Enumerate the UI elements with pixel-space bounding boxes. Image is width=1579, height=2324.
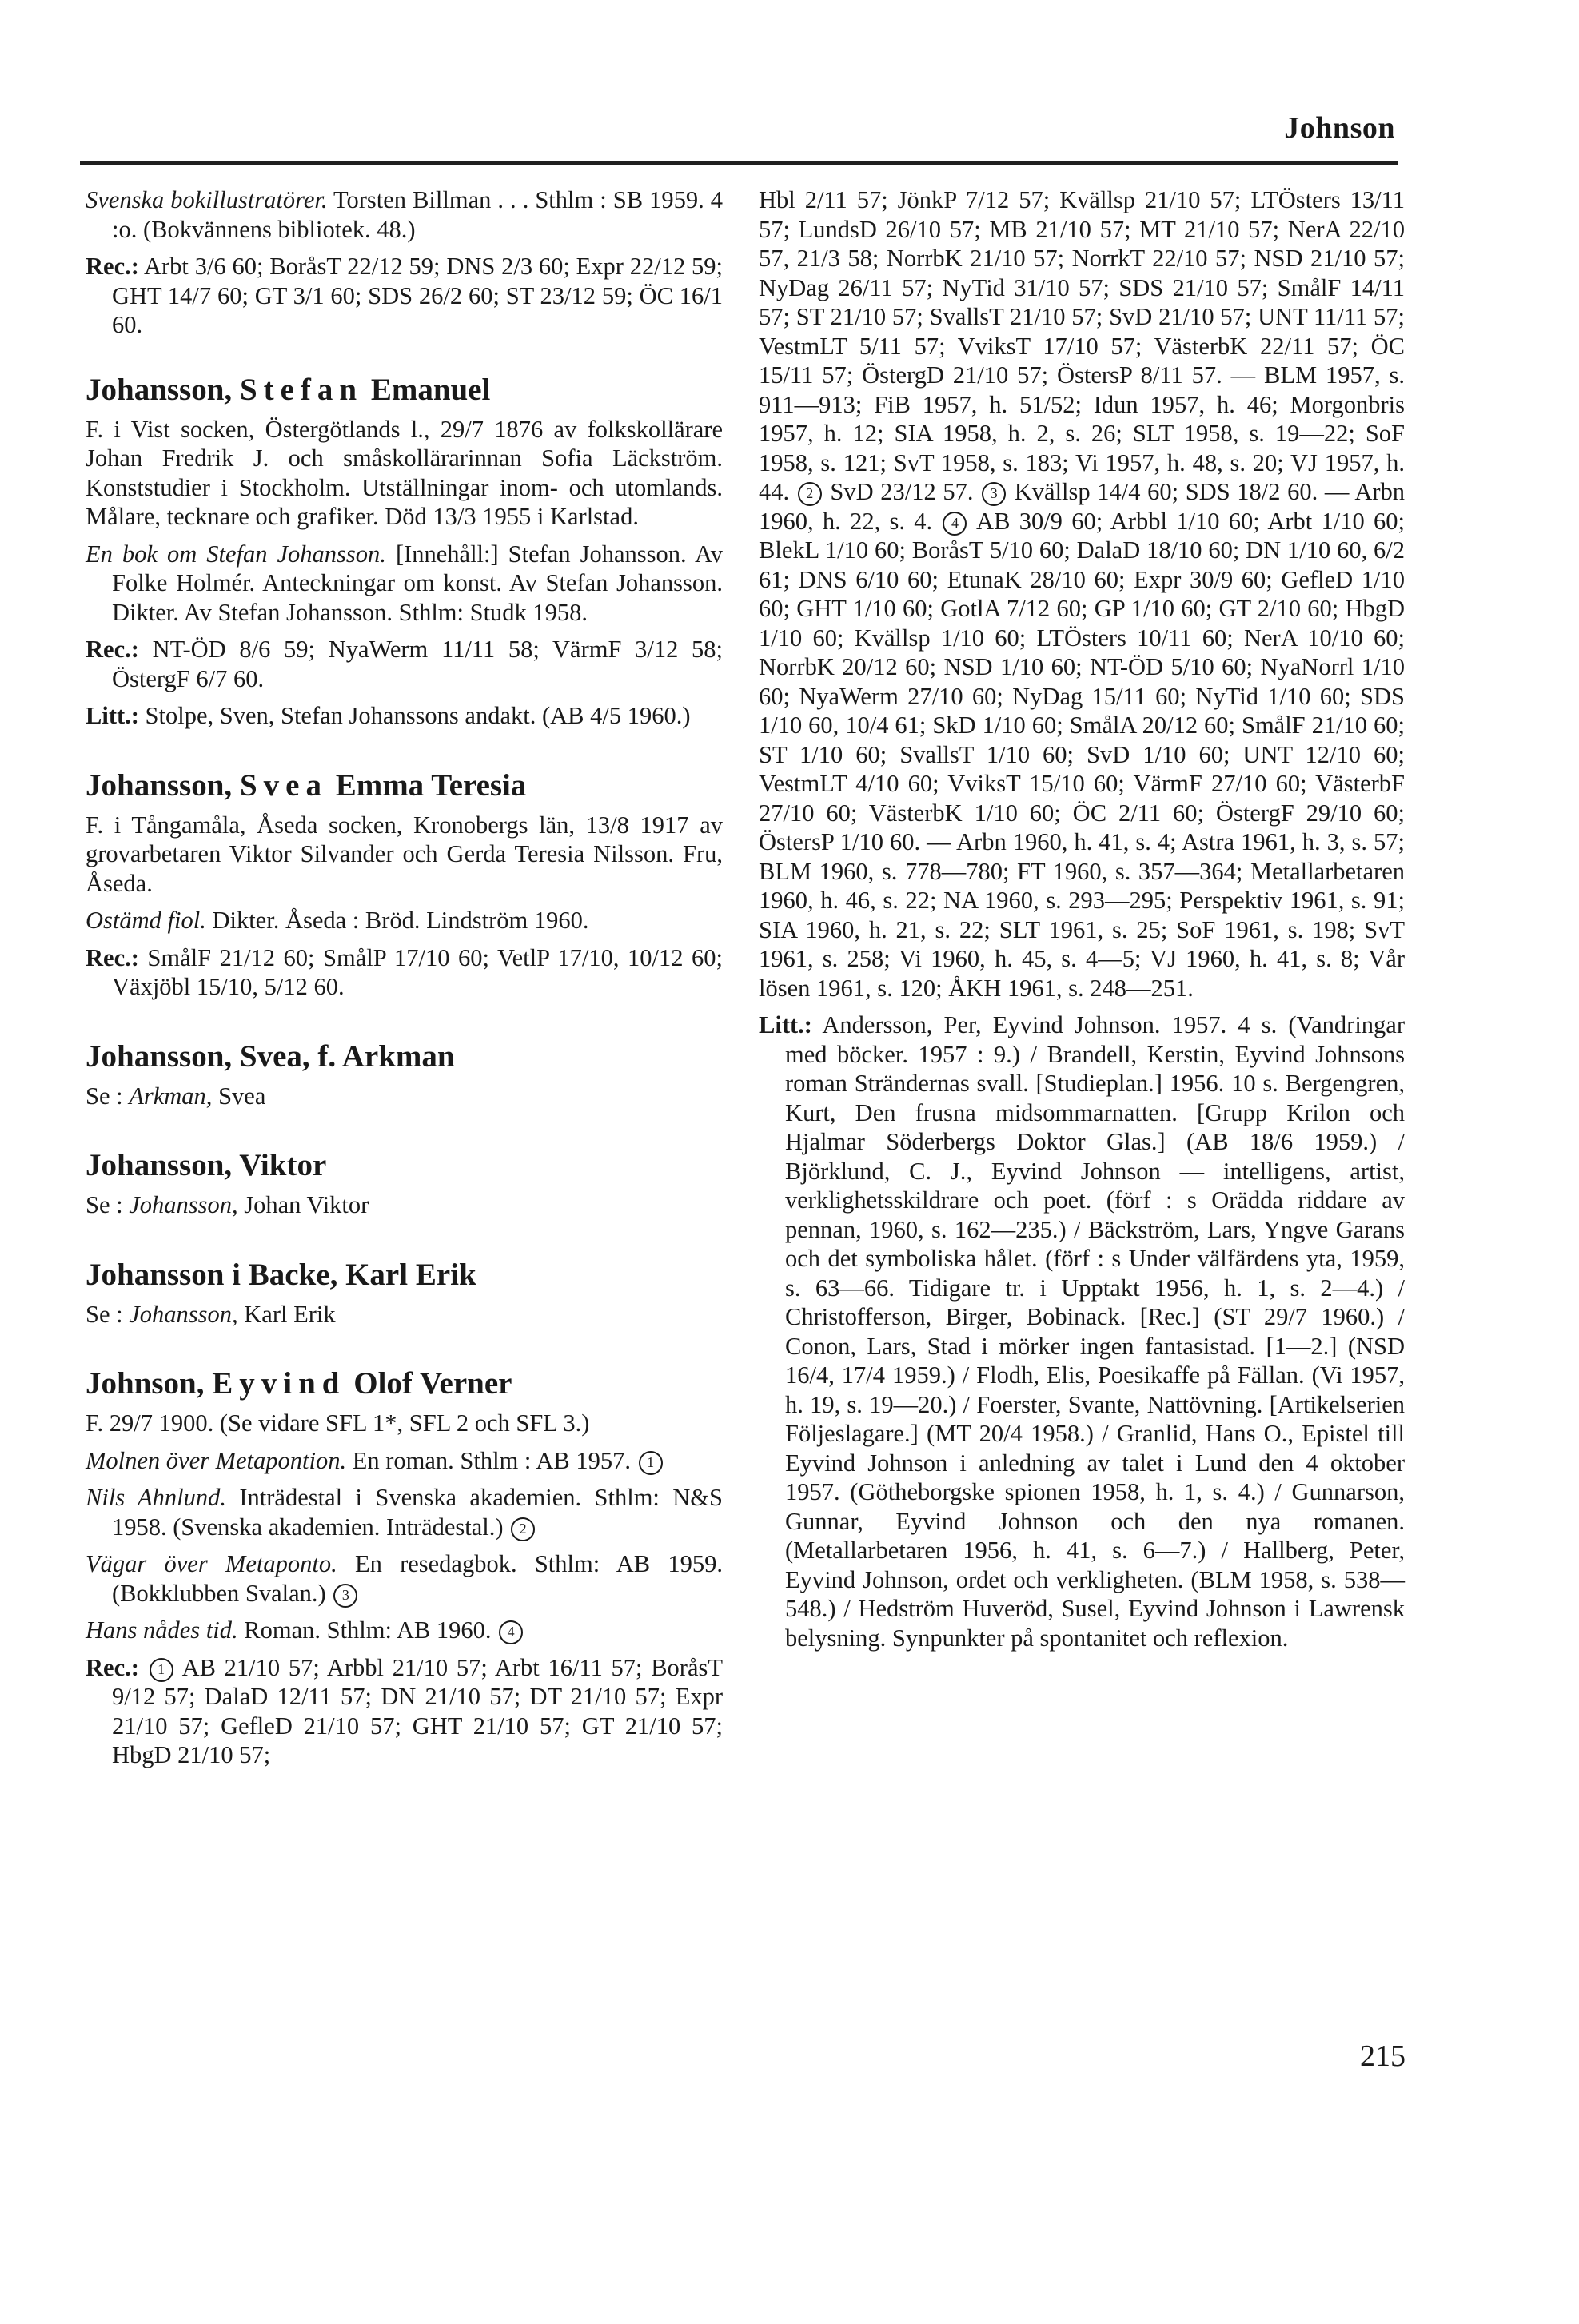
reviews-eyvind-continued <box>759 185 1405 1003</box>
work-title: Hans nådes tid. <box>86 1616 238 1644</box>
circled-number-marker: 4 <box>499 1620 523 1644</box>
litt-label: Litt.: <box>759 1011 812 1038</box>
circled-number-marker: 2 <box>511 1517 535 1541</box>
entry-bokillustratorer <box>86 185 723 244</box>
heading-spaced-name: Eyvind <box>212 1366 346 1401</box>
reviews-text: Hbl 2/11 57; JönkP 7/12 57; Kvällsp 21/10 57; LTÖsters 13/11 57; LundsD 26/10 57; MB 21/10 57; MT 21/10 57; NerA 22/10 57, 21/3 58; NorrbK 21/10 57; NorrkT 22/10 57; NSD 21/10 57; NyDag 26/11 57; NyTid 31/10 57; SDS 21/10 57; SmålF 14/11 57; ST 21/10 57; SvallsT 21/10 57; SvD 21/10 57; UNT 11/11 57; VestmLT 5/11 57; VviksT 17/10 57; VästerbK 22/11 57; ÖC 15/11 57; ÖstergD 21/10 57; ÖstersP 8/11 57. — BLM 1957, s. 911—913; FiB 1957, h. 51/52; Idun 1957, h. 46; Morgonbris 1957, h. 12; SIA 1958, h. 2, s. 26; SLT 1958, s. 19—22; SoF 1958, s. 121; SvT 1958, s. 183; Vi 1957, h. 48, s. 20; VJ 1957, h. 44. <box>759 186 1405 505</box>
see-label: Se : <box>86 1082 130 1110</box>
reviews-text: SmålF 21/12 60; SmålP 17/10 60; VetlP 17/10, 10/12 60; Växjöbl 15/10, 5/12 60. <box>112 943 723 1000</box>
literature-text: Andersson, Per, Eyvind Johnson. 1957. 4 s. (Vandringar med böcker. 1957 : 9.) / Brandell, Kerstin, Eyvind Johnsons roman Strändernas svall. [Studieplan.] 1956. 10 s. Bergengren, Kurt, Den frusna midsommarnatten. [Grupp Krilon och Hjalmar Söderbergs Doktor Glas.] (AB 18/6 1959.) / Björklund, C. J., Eyvind Johnson — intelligens, artist, verklighetsskildrare och poet. (förf : s Orädda riddare av pennan, 1960, s. 162—235.) / Bäckström, Lars, Yngve Garans och det symboliska hålet. (förf : s Under välfärdens yta, 1959, s. 63—66. Tidigare tr. i Upptakt 1956, h. 1, s. 2—4.) / Christofferson, Birger, Bobinack. [Rec.] (ST 29/7 1960.) / Conon, Lars, Stad i mörker ingen fantasistad. [1—2.] (NSD 16/4, 17/4 1959.) / Flodh, Elis, Poesikaffe på Fällan. (Vi 1957, h. 19, s. 19—20.) / Foerster, Svante, Nattövning. [Artikelserien Följeslagare.] (MT 20/4 1958.) / Granlid, Hans O., Epistel till Eyvind Johnson i anledning av talet i Lund den 4 oktober 1957. (Götheborgske spionen 1958, h. 1, s. 4.) / Gunnarson, Gunnar, Eyvind Johnson och den nya romanen. (Metallarbetaren 1956, h. 41, s. 6—7.) / Hallberg, Peter, Eyvind Johnson, ordet och verkligheten. (BLM 1958, s. 538—548.) / Hedström Huveröd, Susel, Eyvind Johnson i Lawrensk belysning. Synpunkter på spontanitet och reflexion. <box>785 1011 1405 1652</box>
bio-stefan: F. i Vist socken, Östergötlands l., 29/7 1876 av folkskollärare Johan Fredrik J. och småskollärarinnan Sofia Läckström. Konststudier i Stockholm. Utställningar inom- och utomlands. Målare, tecknare och grafiker. Död 13/3 1955 i Karlstad. <box>86 415 723 530</box>
circled-number-marker: 2 <box>798 482 822 506</box>
reviews-text: NT-ÖD 8/6 59; NyaWerm 11/11 58; VärmF 3/12 58; ÖstergF 6/7 60. <box>112 636 723 692</box>
rec-label: Rec.: <box>86 636 139 663</box>
circled-number-marker: 1 <box>639 1451 663 1475</box>
heading-johansson-svea-arkman: Johansson, Svea, f. Arkman <box>86 1038 455 1074</box>
heading-spaced-name: Svea <box>239 767 328 803</box>
literature-text: Stolpe, Sven, Stefan Johanssons andakt. (AB 4/5 1960.) <box>138 702 691 729</box>
work-details: En roman. Sthlm : AB 1957. <box>346 1446 631 1474</box>
see-reference-backe <box>86 1300 723 1329</box>
bio-svea: F. i Tångamåla, Åseda socken, Kronobergs län, 13/8 1917 av grovarbetaren Viktor Silvander och Gerda Teresia Nilsson. Fru, Åseda. <box>86 811 723 897</box>
work-details: Roman. Sthlm: AB 1960. <box>237 1616 492 1644</box>
work-eyvind-1 <box>86 1446 723 1476</box>
heading-part: Emma Teresia <box>327 767 527 803</box>
circled-number-marker: 4 <box>943 512 967 536</box>
left-column <box>86 185 723 1778</box>
see-target-rest: Svea <box>212 1082 266 1110</box>
see-reference-arkman <box>86 1082 723 1111</box>
see-label: Se : <box>86 1300 130 1328</box>
work-details: En resedagbok. Sthlm: AB 1959. (Bokklubben Svalan.) <box>112 1550 723 1607</box>
header-rule <box>80 161 1398 165</box>
reviews-text: Kvällsp 14/4 60; SDS 18/2 60. — Arbn 1960, h. 22, s. 4. <box>759 478 1406 535</box>
heading-part: Johansson, <box>86 767 240 803</box>
work-eyvind-2 <box>86 1483 723 1541</box>
heading-part: Johnson, <box>86 1366 213 1401</box>
work-details: Torsten Billman . . . Sthlm : SB 1959. 4 :o. (Bokvännens bibliotek. 48.) <box>112 186 723 243</box>
circled-number-marker: 3 <box>982 482 1006 506</box>
work-stefan <box>86 540 723 628</box>
circled-number-marker: 3 <box>333 1584 357 1608</box>
literature-eyvind <box>759 1011 1405 1652</box>
see-target-rest: Karl Erik <box>237 1300 336 1328</box>
right-column <box>759 185 1405 1660</box>
rec-label: Rec.: <box>86 943 139 971</box>
see-target-rest: Johan Viktor <box>237 1191 369 1218</box>
rec-label: Rec.: <box>86 253 139 280</box>
circled-number-marker: 1 <box>150 1658 173 1682</box>
work-eyvind-3 <box>86 1549 723 1608</box>
heading-part: Olof Verner <box>345 1366 512 1401</box>
litt-label: Litt.: <box>86 702 139 729</box>
work-details: [Innehåll:] Stefan Johansson. Av Folke Holmér. Anteckningar om konst. Av Stefan Johansson. Dikter. Av Stefan Johansson. Sthlm: Studk 1958. <box>112 540 723 626</box>
bio-eyvind: F. 29/7 1900. (Se vidare SFL 1*, SFL 2 och SFL 3.) <box>86 1409 590 1437</box>
heading-johansson-svea <box>86 767 723 804</box>
work-title: Molnen över Metapontion. <box>86 1446 347 1474</box>
heading-johnson-eyvind <box>86 1365 723 1402</box>
work-title: Svenska bokillustratörer. <box>86 186 328 213</box>
heading-part: Emanuel <box>363 372 491 407</box>
see-target: Arkman, <box>129 1082 213 1110</box>
reviews-text: AB 30/9 60; Arbbl 1/10 60; Arbt 1/10 60; BlekL 1/10 60; BoråsT 5/10 60; DalaD 18/10 60; DN 1/10 60, 6/2 61; DNS 6/10 60; EtunaK 28/10 60; Expr 30/9 60; GefleD 1/10 60; GHT 1/10 60; GotlA 7/12 60; GP 1/10 60; GT 2/10 60; HbgD 1/10 60; Kvällsp 1/10 60; LTÖsters 10/11 60; NerA 10/10 60; NorrbK 20/12 60; NSD 1/10 60; NT-ÖD 5/10 60; NyaNorrl 1/10 60; NyaWerm 27/10 60; NyDag 15/11 60; NyTid 1/10 60; SDS 1/10 60, 10/4 61; SkD 1/10 60; SmålA 20/12 60; SmålF 21/10 60; ST 1/10 60; SvallsT 1/10 60; SvD 1/10 60; UNT 12/10 60; VestmLT 4/10 60; VviksT 15/10 60; VärmF 27/10 60; VästerbF 27/10 60; VästerbK 1/10 60; ÖC 2/11 60; ÖstergF 29/10 60; ÖstersP 1/10 60. — Arbn 1960, h. 41, s. 4; Astra 1961, h. 3, s. 57; BLM 1960, s. 778—780; FT 1960, s. 357—364; Metallarbetaren 1960, h. 46, s. 22; NA 1960, s. 293—295; Perspektiv 1961, s. 91; SIA 1960, h. 21, s. 22; SLT 1961, s. 25; SoF 1961, s. 198; SvT 1961, s. 258; Vi 1960, h. 45, s. 4—5; VJ 1960, h. 41, s. 8; Vår lösen 1961, s. 120; ÅKH 1961, s. 248—251. <box>759 507 1406 1002</box>
see-reference-viktor <box>86 1190 723 1220</box>
see-target: Johansson, <box>129 1300 238 1328</box>
work-title: Vägar över Metaponto. <box>86 1550 337 1577</box>
heading-spaced-name: Stefan <box>239 372 364 407</box>
reviews-bokillustratorer <box>86 252 723 340</box>
reviews-svea <box>86 943 723 1002</box>
literature-stefan <box>86 701 723 731</box>
work-details: Inträdestal i Svenska akademien. Sthlm: N&S 1958. (Svenska akademien. Inträdestal.) <box>112 1484 723 1541</box>
heading-johansson-viktor: Johansson, Viktor <box>86 1148 327 1182</box>
heading-part: Johansson, <box>86 372 240 407</box>
work-eyvind-4 <box>86 1616 723 1645</box>
work-title: Nils Ahnlund. <box>86 1484 226 1511</box>
work-details: Dikter. Åseda : Bröd. Lindström 1960. <box>205 907 589 934</box>
see-target: Johansson, <box>129 1191 238 1218</box>
heading-johansson-i-backe: Johansson i Backe, Karl Erik <box>86 1257 476 1292</box>
rec-label: Rec.: <box>86 1653 139 1681</box>
reviews-text: AB 21/10 57; Arbbl 21/10 57; Arbt 16/11 57; BoråsT 9/12 57; DalaD 12/11 57; DN 21/10 57; DT 21/10 57; Expr 21/10 57; GefleD 21/10 57; GHT 21/10 57; GT 21/10 57; HbgD 21/10 57; <box>112 1653 723 1768</box>
reviews-text: SvD 23/12 57. <box>823 478 974 505</box>
reviews-eyvind-start <box>86 1653 723 1770</box>
work-title: En bok om Stefan Johansson. <box>86 540 386 568</box>
reviews-text: Arbt 3/6 60; BoråsT 22/12 59; DNS 2/3 60; Expr 22/12 59; GHT 14/7 60; GT 3/1 60; SDS 26/2 60; ST 23/12 59; ÖC 16/1 60. <box>112 253 723 338</box>
work-title: Ostämd fiol. <box>86 907 206 934</box>
work-svea <box>86 906 723 935</box>
page-number: 215 <box>1360 2039 1406 2073</box>
running-head: Johnson <box>1284 111 1395 145</box>
reviews-stefan <box>86 635 723 693</box>
see-label: Se : <box>86 1191 130 1218</box>
heading-johansson-stefan <box>86 372 723 409</box>
